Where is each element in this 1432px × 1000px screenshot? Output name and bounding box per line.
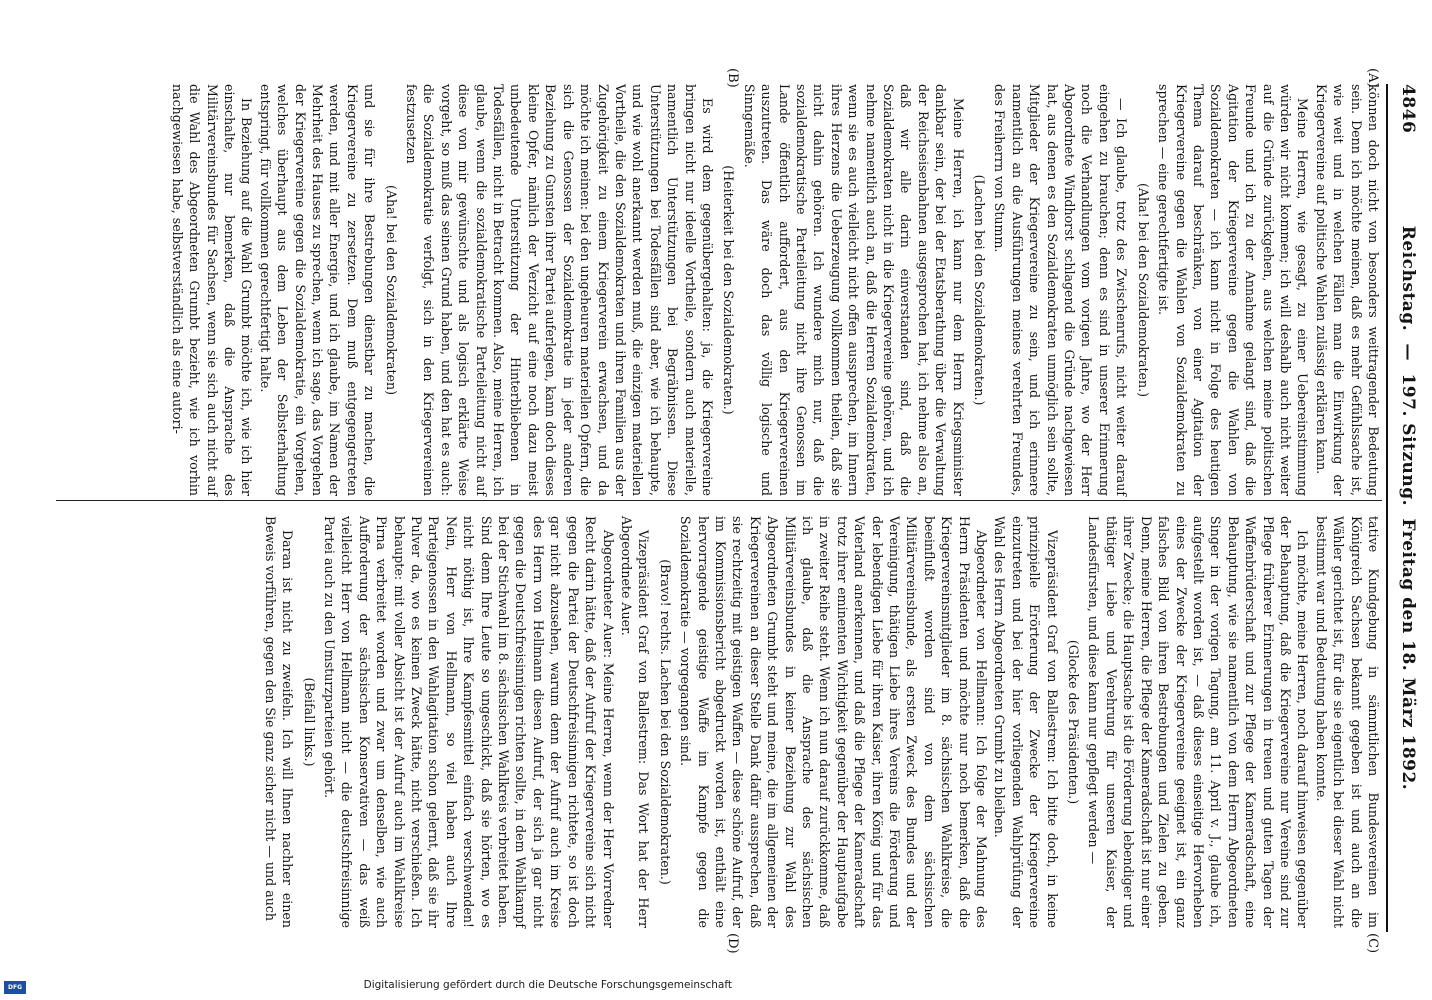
paragraph: In Beziehung auf die Wahl Grumbt möchte ich, wie ich hier einschalte, nur bemerken, daß die Ansprache des Militärvereinsbundes für Sachsen, wenn sie sich auch nicht auf die Wahl des Abgeordneten Grumbt bezieht, wie ich vorhin nachgewiesen habe, selbstverständlich als eine autori- — [169, 84, 255, 496]
footer — [32, 976, 732, 998]
paragraph: und sie für ihre Bestrebungen dienstbar zu machen, die Kriegervereine zu zersetzen. Dem muß entgegengetreten werden, und mit aller Energie, und ich glaube, im Namen der Mehrheit des Hauses zu sprechen, wenn ich sage, das Vorgehen der Kriegervereine gegen die Sozialdemokratie, ein Vorgehen, welches überhaupt aus dem Leben der Selbsterhaltung entspringt, für vollkommen gerechtfertigt halte. — [257, 84, 378, 496]
interjection: (Aha! bei den Sozialdemokraten.) — [1135, 182, 1151, 397]
paragraph: Vizepräsident Graf von Ballestrem: Ich bitte doch, in keine prinzipielle Erörterung der Zwecke der Kriegervereine einzutreten und bei der hier vorliegenden Wahlprüfung der Wahl des Herrn Abgeordneten Grumbt zu bleiben. — [992, 516, 1060, 928]
margin-mark-a: (A) — [1365, 68, 1380, 88]
header-part: Freitag den 18. März 1892. — [1398, 518, 1418, 791]
page-number: 4846 — [1398, 84, 1418, 134]
paragraph: Ich möchte, meine Herren, noch darauf hinweisen gegenüber der Behauptung, daß die Kriegervereine nur Vereine sind zur Pflege früherer Erinnerungen in treuen und guten Tagen der Waffenbrüderschaft und zur Pflege der Kameradschaft, eine Behauptung, wie sie namentlich von dem Herrn Abgeordneten Singer in der vorigen Tagung, am 11. April v. J., glaube ich, aufgestellt worden ist, — daß dieses einseitige Hervorheben eines der Zwecke der Kriegervereine geeignet ist, ein ganz falsches Bild von ihren Bestrebungen und Zielen zu geben. Denn, meine Herren, die Pflege der Kameradschaft ist nur einer ihrer Zwecke; die Hauptsache ist die Förderung lebendiger und thätiger Liebe und Verehrung für unseren Kaiser, der Landesfürsten, und diese kann nur gepflegt werden — — [1086, 516, 1311, 928]
dfg-logo: DFG — [4, 981, 26, 994]
paragraph: Es wird dem gegenübergehalten: ja, die Kriegervereine bringen nicht nur ideelle Vortheile, sondern auch materielle, namentlich Unterstützungen bei Begräbnissen. Diese Unterstützungen bei Todesfällen sind aber, wie ich behaupte, und wie wohl anerkannt werden muß, die einzigen materiellen Vortheile, die den Sozialdemokraten und ihren Familien aus der Zugehörigkeit zu einem Kriegerverein erwachsen, und da möchte ich meinen: bei den ungeheuren materiellen Opfern, die sich die Genossen der Sozialdemokratie in jeder anderen Beziehung zu Gunsten ihrer Partei auferlegen, kann doch dieses kleine Opfer, nämlich der Verzicht auf eine noch dazu meist unbedeutende Unterstützung der Hinterbliebenen in Todesfällen, nicht in Betracht kommen. Also, meine Herren, ich glaube, wenn die sozialdemokratische Parteileitung nicht auf diese von mir gewünschte und als logisch erklärte Weise vorgeht, so muß das seinen Grund haben, und den hat es auch: die Sozialdemokratie verfolgt, sich in den Kriegervereinen festzusetzen — [404, 84, 715, 496]
left-column — [169, 84, 1382, 496]
header-title — [1398, 84, 1418, 932]
paragraph: Meine Herren, wie gesagt, zu einer Uebereinstimmung würden wir nicht kommen; ich will deshalb auch nicht weiter auf die Gründe zurückgehen, aus welchen meine politischen Freunde und ich zu der Annahme gelangt sind, daß die Agitation der Kriegervereine gegen die Wahlen von Sozialdemokraten — ich kann nicht in Folge des heutigen Thema darauf beschränken, von einer Agitation der Kriegervereine gegen die Wahlen von Sozialdemokraten zu sprechen — eine gerechtfertigte ist. — [1156, 84, 1311, 496]
margin-mark-c: (C) — [1365, 933, 1380, 954]
paragraph: — Ich glaube, trotz des Zwischenrufs, nicht weiter darauf eingehen zu brauchen; denn es sind in unserer Erinnerung noch die Verhandlungen vom vorigen Jahre, wo der Herr Abgeordnete Windhorst schlagend die Gründe nachgewiesen hat, aus denen es den Sozialdemokraten unmöglich sein sollte, Mitglieder der Kriegervereine zu sein, und ich erinnere namentlich an die Ausführungen meines verehrten Freundes, des Freiherrn von Stumm. — [992, 84, 1130, 496]
running-header — [1392, 84, 1432, 932]
margin-mark-b: (B) — [725, 68, 740, 88]
paragraph: Vizepräsident Graf von Ballestrem: Das Wort hat der Herr Abgeordnete Auer. — [618, 516, 652, 928]
header-part: Reichstag. — [1398, 225, 1418, 332]
interjection: (Bravo! rechts. Lachen bei den Sozialdemokraten.) — [657, 559, 673, 885]
interjection: (Aha! bei den Sozialdemokraten) — [383, 184, 399, 395]
interjection: (Glocke des Präsidenten.) — [1066, 639, 1082, 805]
paragraph: tative Kundgebung in sämmtlichen Bundesvereinen im Königreich Sachsen bekannt gegeben ist und auch an die Wähler gerichtet ist, für die sie eigentlich bei dieser Wahl nicht bestimmt war und Bedeutung haben konnte. — [1313, 516, 1381, 928]
right-column — [182, 516, 1382, 928]
digitization-credit: Digitalisierung gefördert durch die Deutsche Forschungsgemeinschaft — [363, 979, 732, 991]
column-divider — [56, 500, 1382, 501]
paragraph: Daran ist nicht zu zweifeln. Ich will Ihnen nachher einen Beweis vorführen, gegen den Sie ganz sicher nicht — und auch — [262, 516, 296, 928]
interjection: (Lachen bei den Sozialdemokraten.) — [972, 174, 988, 406]
paragraph: können doch nicht von besonders weittragender Bedeutung sein. Denn ich möchte meinen, daß es mehr Gefühlssache ist, wie weit und in welchen Fällen man die Einwirkung der Kriegervereine auf politische Wahlen zulässig erklären kann. — [1313, 84, 1381, 496]
interjection: (Heiterkeit bei den Sozialdemokraten.) — [721, 165, 737, 415]
header-rule — [1386, 84, 1388, 932]
paragraph: Abgeordneter Auer: Meine Herren, wenn der Herr Vorredner Recht darin hätte, daß der Aufruf der Kriegervereine sich nicht gegen die Partei der Deutschfreisinnigen richtete, so ist doch gar nicht abzusehen, warum denn der Aufruf auch im Kreise des Herrn von Hellmann diesen Aufruf, der sich ja gar nicht gegen die Deutschfreisinnigen richten sollte, in dem Wahlkampf bei der Stichwahl im 8. sächsischen Wahlkreis verbreitet haben. Sind denn Ihre Leute so ungeschickt, daß sie hörten, wo es nicht nöthig ist, Ihre Kampfesmittel einfach verschwenden! Nein, Herr von Hellmann, so viel haben auch Ihre Parteigenossen in den Wahlagitation schon gelernt, daß sie ihr Pulver da, wo es keinen Zweck hätte, nicht verschießen. Ich behaupte: mit voller Absicht ist der Aufruf auch im Wahlkreise Pirna verbreitet worden und zwar um denselben, wie auch Aufforderung der sächsischen Konservativen — das weiß vielleicht Herr von Hellmann nicht — die deutschfreisinnige Partei auch zu den Umsturzparteien gehört. — [322, 516, 616, 928]
paragraph: Meine Herren, ich kann nur dem Herrn Kriegsminister dankbar sein, der bei der Etatsberathung über die Verwaltung der Reichseisenbahnen ausgesprochen hat, ich nehme also an, daß wir alle darin einverstanden sind, daß die Sozialdemokraten nicht in die Kriegervereine gehören, und ich nehme namentlich auch an, daß die Herren Sozialdemokraten, wenn sie es auch vielleicht nicht offen aussprechen, im Innern ihres Herzens die Ueberzeugung vollkommen theilen, daß sie nicht dahin gehören. Ich wundere mich nur, daß die sozialdemokratische Parteileitung nicht ihre Genossen im Lande öffentlich auffordert, aus den Kriegervereinen auszutreten. Das wäre doch das völlig logische und Sinngemäße. — [741, 84, 966, 496]
interjection: (Beifall links.) — [301, 677, 317, 767]
header-part: — — [1398, 343, 1418, 362]
paragraph: Abgeordneter von Hellmann: Ich folge der Mahnung des Herrn Präsidenten und möchte nur noch bemerken, daß die Kriegervereinsmitglieder im 8. sächsischen Wahlkreise, die beeinflußt worden sind von dem sächsischen Militärvereinsbunde, als ersten Zweck des Bundes und der Vereinigung, thätigen Liebe ihres Vereins die Förderung und der lebendigen Liebe für ihren Kaiser, ihren König und für das Vaterland anerkennen, und daß die Pflege der Kameradschaft trotz ihrer eminenten Wichtigkeit gegenüber der Hauptaufgabe in zweiter Reihe steht. Wenn ich nun darauf zurückkomme, daß ich glaube, daß die Ansprache des sächsischen Militärvereinsbundes in keiner Beziehung zur Wahl des Abgeordneten Grumbt steht und meine, die im allgemeinen der Kriegervereinen an dieser Stelle Dank dafür aussprechen, daß sie rechtzeitig mit geistigen Waffen — diese schöne Aufruf, der im Kommissionsbericht abgedruckt worden ist, enthält eine hervorragende geistige Waffe im Kampfe gegen die Sozialdemokratie — vorgegangen sind. — [678, 516, 990, 928]
margin-mark-d: (D) — [725, 933, 740, 954]
header-part: 197. Sitzung. — [1398, 373, 1418, 507]
